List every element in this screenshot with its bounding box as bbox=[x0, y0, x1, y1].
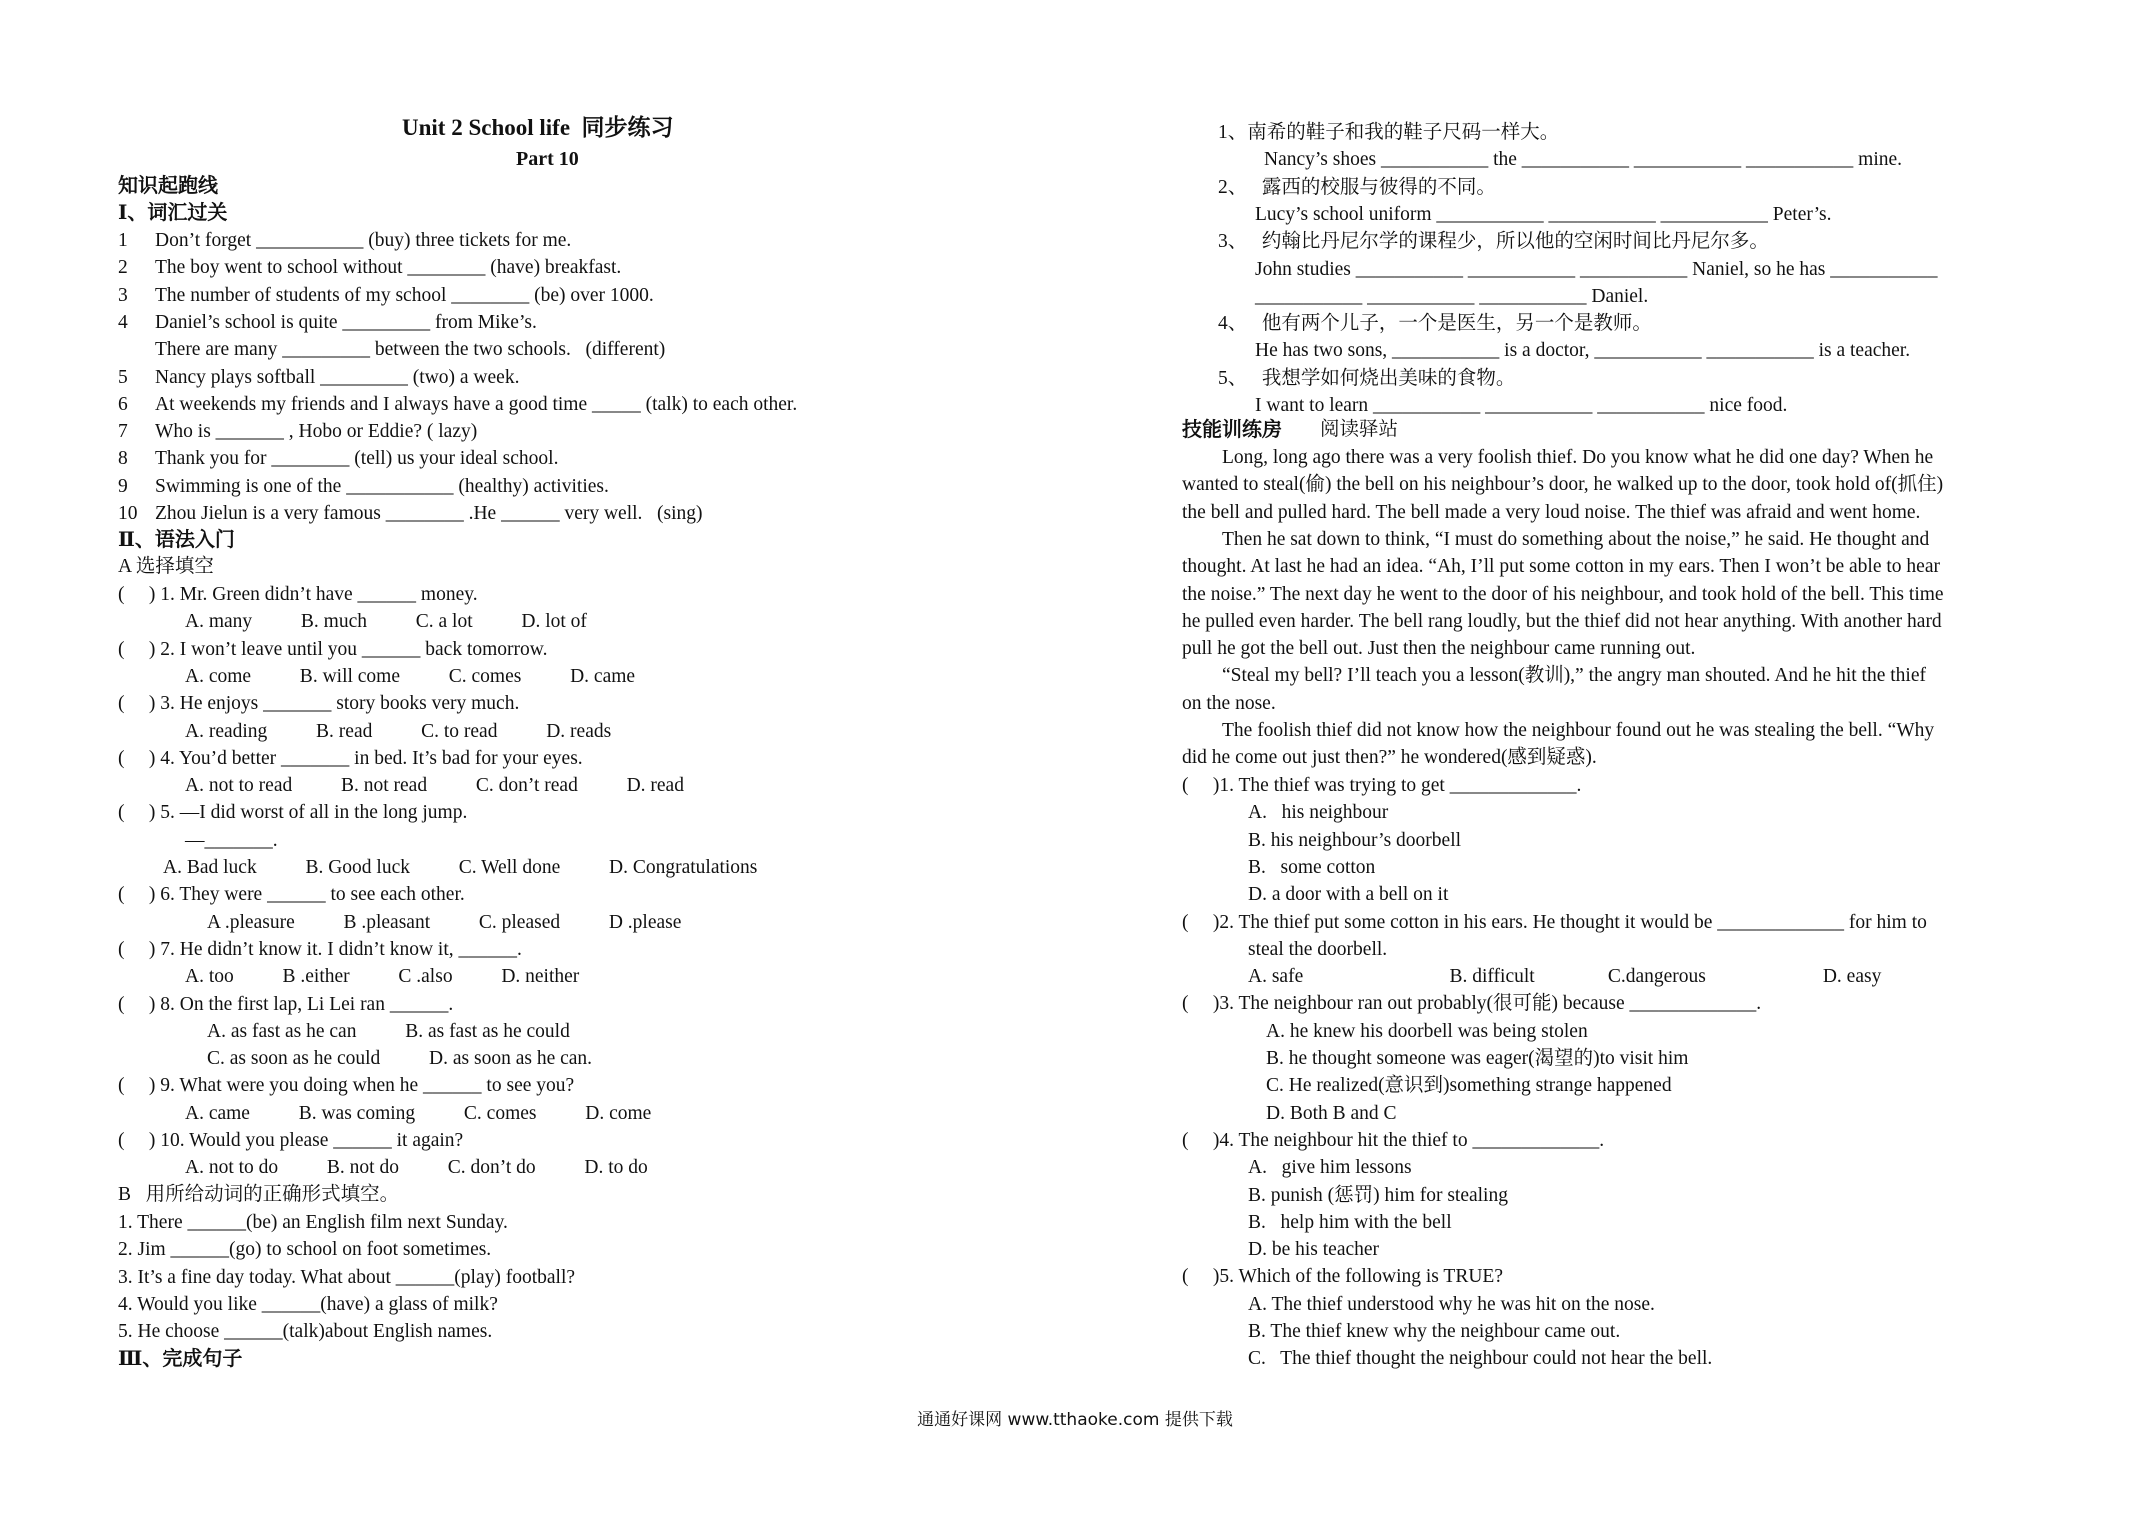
vocab-item: The boy went to school without ________ (have) breakfast. bbox=[155, 257, 622, 279]
translation-answer-line: John studies ___________ ___________ ___________ Naniel, so he has ___________ bbox=[1255, 258, 1938, 280]
reading-option: A. give him lessons bbox=[1248, 1157, 1412, 1179]
reading-option: C. The thief thought the neighbour could not hear the bell. bbox=[1248, 1348, 1713, 1370]
passage-line: The foolish thief did not know how the neighbour found out he was stealing the bell. “Why bbox=[1222, 720, 1935, 741]
section-intro-heading: 知识起跑线 bbox=[118, 175, 218, 197]
choice-options: A. not to do B. not do C. don’t do D. to do bbox=[185, 1157, 648, 1179]
choice-options: A. as fast as he can B. as fast as he could bbox=[207, 1020, 570, 1042]
complete-sentence-heading: Ⅲ、完成句子 bbox=[118, 1348, 243, 1370]
choice-question: ( ) 4. You’d better _______ in bed. It’s bad for your eyes. bbox=[118, 747, 583, 769]
choice-options: C. as soon as he could D. as soon as he can. bbox=[207, 1048, 593, 1070]
reading-heading: 技能训练房 bbox=[1182, 419, 1282, 441]
vocab-item-number: 6 bbox=[118, 393, 128, 415]
choice-options: A. come B. will come C. comes D. came bbox=[185, 665, 636, 687]
choice-options: A. came B. was coming C. comes D. come bbox=[185, 1102, 652, 1124]
worksheet-subtitle: Part 10 bbox=[516, 148, 579, 170]
reading-option: B. punish (惩罚) him for stealing bbox=[1248, 1184, 1508, 1206]
vocab-item-number: 2 bbox=[118, 257, 128, 279]
vocab-item-number: 4 bbox=[118, 311, 128, 333]
vocab-item: There are many _________ between the two schools. (different) bbox=[155, 339, 666, 361]
choice-question: ( ) 5. —I did worst of all in the long jump. bbox=[118, 802, 468, 824]
choice-question: ( ) 1. Mr. Green didn’t have ______ money. bbox=[118, 584, 478, 605]
vocab-item-number: 8 bbox=[118, 448, 128, 470]
vocab-item: Don’t forget ___________ (buy) three tickets for me. bbox=[155, 230, 572, 251]
choice-question: ( ) 3. He enjoys _______ story books very much. bbox=[118, 693, 520, 715]
choice-options: A. not to read B. not read C. don’t read D. read bbox=[185, 775, 684, 797]
passage-line: Then he sat down to think, “I must do something about the noise,” he said. He thought and bbox=[1222, 528, 1930, 550]
passage-line: thought. At last he had an idea. “Ah, I’ll put some cotton in my ears. Then I won’t be able to hear bbox=[1182, 556, 1940, 578]
vocab-item: The number of students of my school ________ (be) over 1000. bbox=[155, 284, 654, 306]
reading-option: C. He realized(意识到)something strange happened bbox=[1266, 1075, 1672, 1097]
passage-line: he pulled even harder. The bell rang loudly, but the thief did not hear anything. With another hard bbox=[1182, 610, 1942, 632]
passage-line: on the nose. bbox=[1182, 692, 1276, 714]
reading-option: steal the doorbell. bbox=[1248, 938, 1388, 960]
vocab-item-number: 5 bbox=[118, 366, 128, 388]
passage-line: the bell and pulled hard. The bell made a very loud noise. The thief was afraid and went home. bbox=[1182, 501, 1921, 523]
choice-options: —_______. bbox=[185, 829, 278, 851]
reading-question: ( )3. The neighbour ran out probably(很可能) because _____________. bbox=[1182, 993, 1762, 1015]
verb-heading: B 用所给动词的正确形式填空。 bbox=[118, 1184, 400, 1205]
passage-line: “Steal my bell? I’ll teach you a lesson(教训),” the angry man shouted. And he hit the thief bbox=[1222, 665, 1926, 687]
verb-item: 4. Would you like ______(have) a glass of milk? bbox=[118, 1293, 498, 1315]
vocab-item-number: 9 bbox=[118, 475, 128, 497]
verb-item: 5. He choose ______(talk)about English names. bbox=[118, 1321, 493, 1343]
reading-subheading: 阅读驿站 bbox=[1320, 419, 1399, 440]
reading-option: B. some cotton bbox=[1248, 856, 1376, 878]
reading-option: D. Both B and C bbox=[1266, 1102, 1397, 1124]
vocab-item-number: 3 bbox=[118, 284, 128, 306]
vocab-item-number: 7 bbox=[118, 421, 128, 443]
page-footer: 通通好课网 www.tthaoke.com 提供下载 bbox=[917, 1410, 1233, 1430]
reading-question: ( )5. Which of the following is TRUE? bbox=[1182, 1266, 1503, 1288]
choice-question: ( ) 10. Would you please ______ it again? bbox=[118, 1130, 464, 1151]
translation-prompt: 2、 露西的校服与彼得的不同。 bbox=[1218, 176, 1496, 198]
reading-option: A. safe B. difficult C.dangerous D. easy bbox=[1248, 966, 1882, 988]
choice-question: ( ) 6. They were ______ to see each other. bbox=[118, 884, 465, 906]
verb-item: 1. There ______(be) an English film next Sunday. bbox=[118, 1212, 508, 1233]
worksheet-title: Unit 2 School life 同步练习 bbox=[402, 115, 674, 140]
translation-answer-line: He has two sons, ___________ is a doctor, ___________ ___________ is a teacher. bbox=[1255, 340, 1911, 362]
vocab-item-number: 1 bbox=[118, 230, 128, 251]
reading-option: B. The thief knew why the neighbour came out. bbox=[1248, 1321, 1621, 1342]
choice-options: A. reading B. read C. to read D. reads bbox=[185, 720, 612, 742]
vocab-item: Nancy plays softball _________ (two) a week. bbox=[155, 366, 520, 388]
translation-answer-line: ___________ ___________ ___________ Daniel. bbox=[1255, 285, 1649, 307]
reading-option: D. a door with a bell on it bbox=[1248, 884, 1449, 906]
grammar-heading: Ⅱ、语法入门 bbox=[118, 529, 235, 551]
reading-option: A. he knew his doorbell was being stolen bbox=[1266, 1020, 1588, 1042]
passage-line: wanted to steal(偷) the bell on his neighbour’s door, he walked up to the door, took hold of(抓住) bbox=[1182, 474, 1944, 496]
vocab-item: Daniel’s school is quite _________ from Mike’s. bbox=[155, 311, 537, 333]
reading-option: B. he thought someone was eager(渴望的)to visit him bbox=[1266, 1048, 1689, 1069]
verb-item: 2. Jim ______(go) to school on foot sometimes. bbox=[118, 1239, 492, 1261]
vocab-item: At weekends my friends and I always have a good time _____ (talk) to each other. bbox=[155, 393, 798, 415]
reading-option: D. be his teacher bbox=[1248, 1239, 1380, 1261]
passage-line: the noise.” The next day he went to the door of his neighbour, and took hold of the bell. This time bbox=[1182, 583, 1944, 605]
reading-option: A. The thief understood why he was hit on the nose. bbox=[1248, 1293, 1655, 1315]
vocab-item: Who is _______ , Hobo or Eddie? ( lazy) bbox=[155, 421, 478, 443]
reading-question: ( )4. The neighbour hit the thief to _____________. bbox=[1182, 1129, 1605, 1151]
reading-option: B. help him with the bell bbox=[1248, 1211, 1452, 1233]
choice-options: A. too B .either C .also D. neither bbox=[185, 966, 580, 988]
reading-option: A. his neighbour bbox=[1248, 802, 1389, 824]
translation-prompt: 5、 我想学如何烧出美味的食物。 bbox=[1218, 367, 1516, 389]
vocab-item: Swimming is one of the ___________ (healthy) activities. bbox=[155, 475, 609, 497]
translation-answer-line: Lucy’s school uniform ___________ ___________ ___________ Peter’s. bbox=[1255, 203, 1832, 225]
passage-line: did he come out just then?” he wondered(感到疑惑). bbox=[1182, 747, 1597, 769]
translation-answer-line: I want to learn ___________ ___________ ___________ nice food. bbox=[1255, 395, 1788, 416]
choice-question: ( ) 9. What were you doing when he ______ to see you? bbox=[118, 1075, 575, 1097]
passage-line: pull he got the bell out. Just then the neighbour came running out. bbox=[1182, 638, 1696, 660]
vocab-heading: Ⅰ、词汇过关 bbox=[118, 202, 228, 224]
choice-question: ( ) 8. On the first lap, Li Lei ran ______. bbox=[118, 993, 454, 1015]
choice-heading: A 选择填空 bbox=[118, 556, 214, 577]
translation-prompt: 1、南希的鞋子和我的鞋子尺码一样大。 bbox=[1218, 122, 1560, 143]
choice-options: A .pleasure B .pleasant C. pleased D .please bbox=[207, 911, 682, 933]
translation-prompt: 3、 约翰比丹尼尔学的课程少，所以他的空闲时间比丹尼尔多。 bbox=[1218, 231, 1769, 253]
translation-prompt: 4、 他有两个儿子，一个是医生，另一个是教师。 bbox=[1218, 313, 1652, 335]
reading-question: ( )2. The thief put some cotton in his ears. He thought it would be _____________ for him to bbox=[1182, 911, 1927, 933]
choice-question: ( ) 7. He didn’t know it. I didn’t know it, ______. bbox=[118, 938, 522, 960]
choice-question: ( ) 2. I won’t leave until you ______ back tomorrow. bbox=[118, 638, 548, 660]
reading-question: ( )1. The thief was trying to get _____________. bbox=[1182, 775, 1582, 796]
translation-answer-line: Nancy’s shoes ___________ the ___________ ___________ ___________ mine. bbox=[1264, 149, 1903, 171]
choice-options: A. many B. much C. a lot D. lot of bbox=[185, 611, 587, 633]
passage-line: Long, long ago there was a very foolish thief. Do you know what he did one day? When he bbox=[1222, 447, 1934, 468]
vocab-item: Thank you for ________ (tell) us your ideal school. bbox=[155, 448, 559, 470]
vocab-item: Zhou Jielun is a very famous ________ .He ______ very well. (sing) bbox=[155, 503, 703, 524]
reading-option: B. his neighbour’s doorbell bbox=[1248, 829, 1462, 851]
verb-item: 3. It’s a fine day today. What about ______(play) football? bbox=[118, 1266, 576, 1288]
vocab-item-number: 10 bbox=[118, 503, 138, 524]
choice-options: A. Bad luck B. Good luck C. Well done D. Congratulations bbox=[163, 857, 758, 878]
